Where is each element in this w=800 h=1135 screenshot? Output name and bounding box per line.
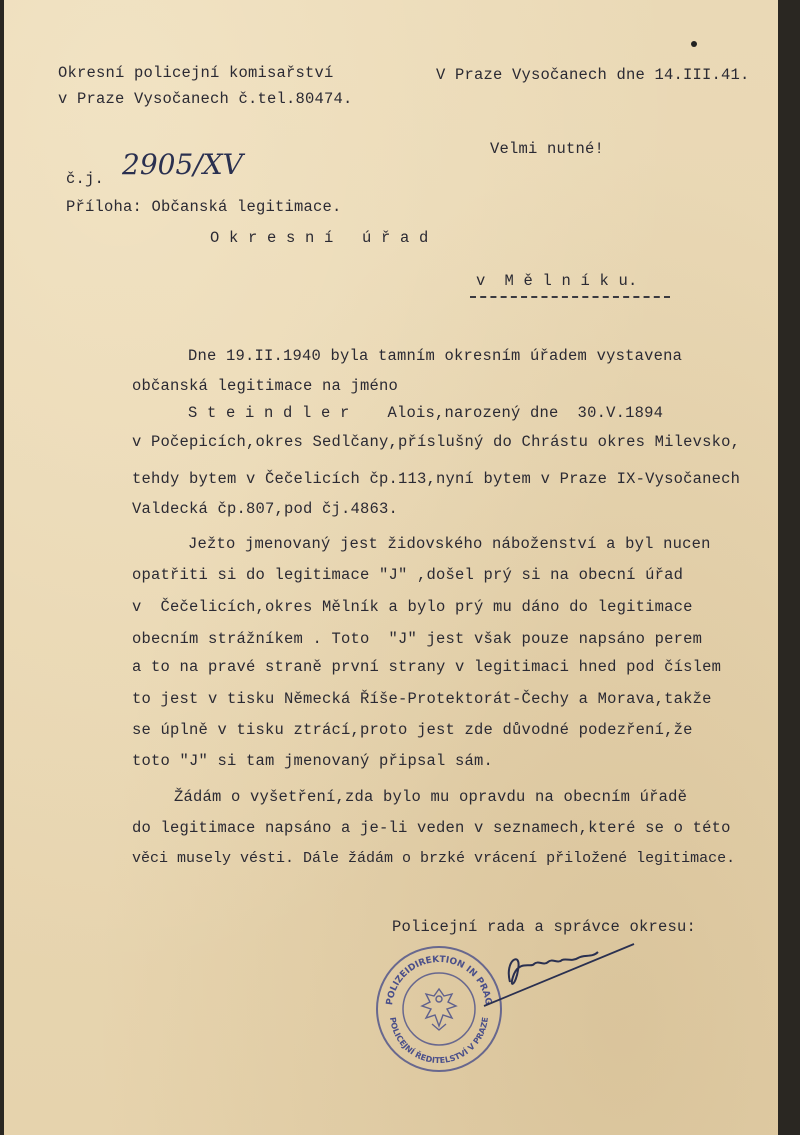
attachment-line: Příloha: Občanská legitimace. bbox=[66, 198, 342, 216]
reference-label: č.j. bbox=[66, 170, 105, 188]
body-line: obecním strážníkem . Toto "J" jest však pouze napsáno perem bbox=[132, 630, 703, 648]
document-page bbox=[4, 0, 778, 1135]
body-line: S t e i n d l e r Alois,narozený dne 30.V.1894 bbox=[188, 404, 664, 422]
addressee-line-2: v M ě l n í k u. bbox=[476, 272, 638, 290]
ink-dot bbox=[691, 41, 697, 47]
office-line-2: v Praze Vysočanech č.tel.80474. bbox=[58, 90, 353, 108]
office-line-1: Okresní policejní komisařství bbox=[58, 64, 334, 82]
stamp-top-text: POLIZEIDIREKTION IN PRAG bbox=[385, 954, 493, 1006]
body-line: v Počepicích,okres Sedlčany,příslušný do Chrástu okres Milevsko, bbox=[132, 433, 741, 451]
body-line: toto "J" si tam jmenovaný připsal sám. bbox=[132, 752, 494, 770]
scan-border bbox=[778, 0, 800, 1135]
body-line: Dne 19.II.1940 byla tamním okresním úřadem vystavena bbox=[188, 347, 683, 365]
body-line: tehdy bytem v Čečelicích čp.113,nyní bytem v Praze IX-Vysočanech bbox=[132, 470, 741, 488]
stamp-bottom-text: POLICEJNÍ ŘEDITELSTVÍ V PRAZE bbox=[388, 1016, 490, 1066]
body-line: věci musely vésti. Dále žádám o brzké vrácení přiložené legitimace. bbox=[132, 850, 736, 867]
body-line: to jest v tisku Německá Říše-Protektorát-Čechy a Morava,takže bbox=[132, 690, 712, 708]
body-line: Žádám o vyšetření,zda bylo mu opravdu na obecním úřadě bbox=[174, 788, 688, 806]
body-line: v Čečelicích,okres Mělník a bylo prý mu dáno do legitimace bbox=[132, 598, 693, 616]
body-line: se úplně v tisku ztrácí,proto jest zde důvodné podezření,že bbox=[132, 721, 693, 739]
handwritten-signature bbox=[474, 930, 644, 1010]
reference-number-handwritten: 2905/XV bbox=[122, 148, 243, 181]
place-date: V Praze Vysočanech dne 14.III.41. bbox=[436, 66, 750, 84]
body-line: a to na pravé straně první strany v legitimaci hned pod číslem bbox=[132, 658, 722, 676]
body-line: Valdecká čp.807,pod čj.4863. bbox=[132, 500, 399, 518]
body-line: opatřiti si do legitimace "J" ,došel prý si na obecní úřad bbox=[132, 566, 684, 584]
eagle-emblem-icon bbox=[422, 989, 456, 1030]
signature-block-label: Policejní rada a správce okresu: bbox=[392, 918, 697, 936]
body-line: do legitimace napsáno a je-li veden v seznamech,které se o této bbox=[132, 819, 731, 837]
underline-divider bbox=[470, 296, 670, 298]
urgency-note: Velmi nutné! bbox=[490, 140, 605, 158]
body-line: Ježto jmenovaný jest židovského náboženství a byl nucen bbox=[188, 535, 711, 553]
addressee-line-1: O k r e s n í ú ř a d bbox=[210, 229, 429, 247]
body-line: občanská legitimace na jméno bbox=[132, 377, 399, 395]
